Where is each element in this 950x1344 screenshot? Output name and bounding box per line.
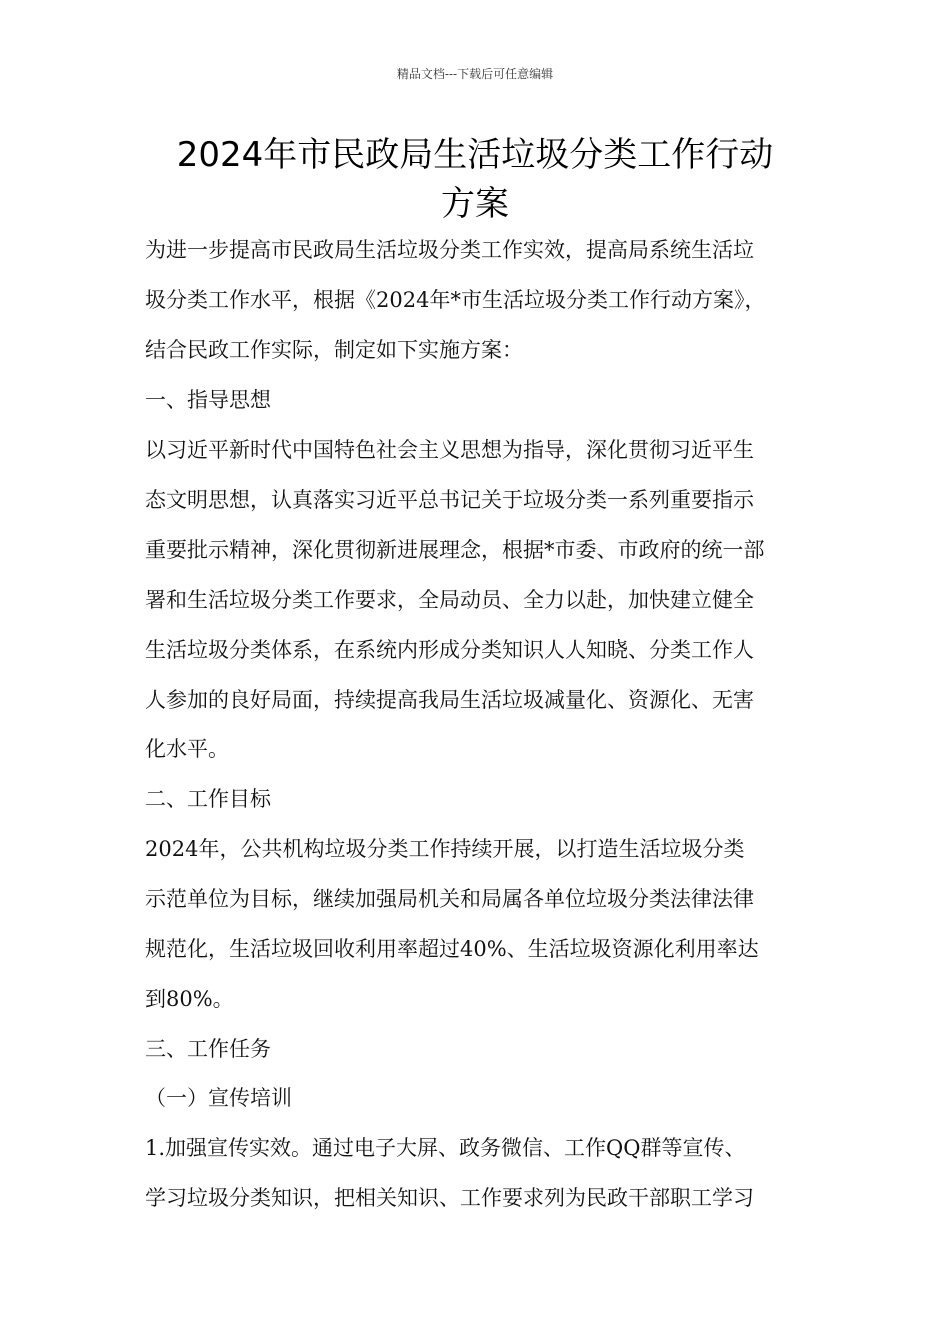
body-line: 到80%。 bbox=[145, 987, 234, 1011]
body-line: 1.加强宣传实效。通过电子大屏、政务微信、工作QQ群等宣传、 bbox=[145, 1136, 746, 1160]
section-heading-work-goals: 二、工作目标 bbox=[145, 787, 271, 811]
section-heading-work-tasks: 三、工作任务 bbox=[145, 1037, 271, 1061]
subsection-heading-publicity-training: （一）宣传培训 bbox=[145, 1086, 292, 1110]
body-line: 示范单位为目标，继续加强局机关和局属各单位垃圾分类法律法律 bbox=[145, 887, 754, 911]
document-title-line-1: 2024年市民政局生活垃圾分类工作行动 bbox=[176, 135, 774, 175]
document-title-line-2: 方案 bbox=[441, 184, 509, 224]
section-heading-guiding-ideology: 一、指导思想 bbox=[145, 388, 271, 412]
body-line: 结合民政工作实际，制定如下实施方案： bbox=[145, 338, 523, 362]
body-line: 署和生活垃圾分类工作要求，全局动员、全力以赴，加快建立健全 bbox=[145, 588, 754, 612]
body-line: 生活垃圾分类体系，在系统内形成分类知识人人知晓、分类工作人 bbox=[145, 638, 754, 662]
body-line: 为进一步提高市民政局生活垃圾分类工作实效，提高局系统生活垃 bbox=[145, 238, 754, 262]
body-line: 圾分类工作水平，根据《2024年*市生活垃圾分类工作行动方案》， bbox=[145, 288, 766, 312]
body-line: 化水平。 bbox=[145, 737, 229, 761]
body-line: 重要批示精神，深化贯彻新进展理念，根据*市委、市政府的统一部 bbox=[145, 538, 765, 562]
body-line: 2024年，公共机构垃圾分类工作持续开展，以打造生活垃圾分类 bbox=[145, 837, 745, 861]
body-line: 以习近平新时代中国特色社会主义思想为指导，深化贯彻习近平生 bbox=[145, 438, 754, 462]
body-line: 规范化，生活垃圾回收利用率超过40%、生活垃圾资源化利用率达 bbox=[145, 937, 759, 961]
body-line: 学习垃圾分类知识，把相关知识、工作要求列为民政干部职工学习 bbox=[145, 1186, 754, 1210]
body-line: 人参加的良好局面，持续提高我局生活垃圾减量化、资源化、无害 bbox=[145, 688, 754, 712]
body-line: 态文明思想，认真落实习近平总书记关于垃圾分类一系列重要指示 bbox=[145, 488, 754, 512]
page-header: 精品文档---下载后可任意编辑 bbox=[396, 67, 554, 81]
